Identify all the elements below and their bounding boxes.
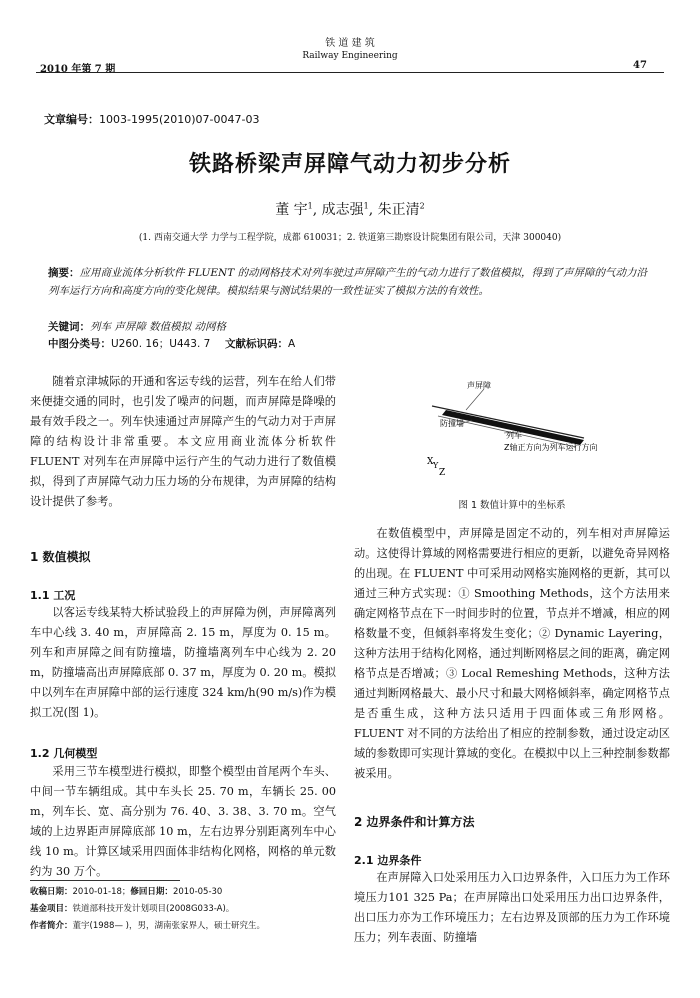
abstract [48,264,656,300]
doc-code-value: A [287,338,296,350]
revised-date: 2010-05-30 [172,887,223,897]
author-bio-label: 作者简介： [30,921,73,931]
class-value: U260. 16；U443. 7 [111,338,211,350]
section-2-1-text: 在声屏障入口处采用压力入口边界条件，入口压力为工作环境压力101 325 Pa；在声屏障出口处采用压力出口边界条件，出口压力亦为工作环境压力；左右边界及顶部的压力为工作环境压力；列车表面、防撞墙 [354,871,670,944]
journal-name-en: Railway Engineering [302,51,398,61]
author-bio-text: 董宇(1988— )，男，湖南张家界人，硕士研究生。 [72,921,265,931]
abstract-text: 应用商业流体分析软件 FLUENT 的动网格技术对列车驶过声屏障产生的气动力进行了数值模拟，得到了声屏障的气动力沿列车运行方向和高度方向的变化规律。模拟结果与测试结果的一致性证实了模拟方法的有效性。 [48,267,648,297]
section-2-1-body [354,868,670,948]
paper-title: 铁路桥梁声屏障气动力初步分析 [188,152,511,177]
header-rule [36,72,664,73]
label-direction: Z轴正方向为列车运行方向 [504,443,598,452]
journal-header [0,38,700,62]
issue-label: 2010 年第 7 期 [40,64,116,75]
class-label: 中图分类号： [48,338,111,350]
revised-label: 修回日期： [130,887,173,897]
keywords-label: 关键词： [48,321,90,333]
figure-1-diagram [354,374,670,490]
keywords [48,318,656,336]
footnote-rule [30,880,180,881]
journal-name-cn: 铁 道 建 筑 [325,38,375,49]
label-barrier: 声屏障 [467,381,491,390]
page-number: 47 [633,60,647,71]
intro-text: 随着京津城际的开通和客运专线的运营，列车在给人们带来便捷交通的同时，也引发了噪声的问题，而声屏障是降噪的最有效手段之一。列车快速通过声屏障产生的气动力对于声屏障的结构设计非常重要。本文应用商业流体分析软件 FLUENT 对列车在声屏障中运行产生的气动力进行了数值模拟，得到了声屏障气动力压力场的分布规律，为声屏障的结构设计提供了参考。 [30,375,336,508]
received-label: 收稿日期： [30,887,73,897]
section-2-heading: 2 边界条件和计算方法 [354,815,475,829]
label-train: 列车 [506,431,522,440]
intro-paragraph [30,372,336,512]
right-paragraph-1-text: 在数值模型中，声屏障是固定不动的，列车相对声屏障运动。这使得计算域的网格需要进行相应的更新，以避免奇异网格的出现。在 FLUENT 中可采用动网格实施网格的更新，其可以通过三种方式实现：① Smoothing Methods，这个方法用来确定网格节点在下一时间步时的位置，节点并不增减，相应的网格数量不变，但倾斜率将发生变化；② Dynamic Layering，这种方法用于结构化网格，通过判断网格层之间的距离，确定网格节点是否增减；③ Local Remeshing Methods，这种方法通过判断网格最大、最小尺寸和最大网格倾斜率，确定网格节点是否重生成，这种方法只适用于四面体或三角形网格。FLUENT 对不同的方法给出了相应的控制参数，通过设定动区域的参数即可实现计算域的变化。在模拟中以上三种控制参数都被采用。 [354,527,670,780]
author-affil-mark: 2 [419,201,425,211]
footnote-author [30,918,340,935]
axis-y-label: Y [433,461,439,470]
author-name: 朱正清 [377,202,420,218]
footnote-fund [30,901,340,918]
article-number-label: 文章编号： [44,113,99,126]
abstract-label: 摘要： [48,267,80,279]
author-affil-mark: 1 [307,201,313,211]
right-paragraph-1 [354,524,670,784]
fund-label: 基金项目： [30,904,73,914]
section-1-2-body [30,762,336,882]
author-list: 董 宇$^1$, 成志强$^1$, 朱正清$^2$ [275,201,425,218]
author-name: 董 宇 [275,202,308,218]
fund-text: 铁道部科技开发计划项目(2008G033-A)。 [72,904,235,914]
section-1-1-heading: 1.1 工况 [30,589,76,602]
article-number [44,111,259,127]
section-1-heading: 1 数值模拟 [30,550,91,564]
received-date: 2010-01-18； [72,887,131,897]
footnote-dates [30,884,340,901]
axis-z-label: Z [439,468,446,478]
section-1-2-text: 采用三节车模型进行模拟，即整个模型由首尾两个车头、中间一节车辆组成。其中车头长 25. 70 m，车辆长 25. 00 m，列车长、宽、高分别为 76. 40、3. 38、3. 70 m。空气域的上边界距声屏障底部 10 m，左右边界分别距离列车中心线 10 m。计算区域采用四面体非结构化网格，网格的单元数约为 30 万个。 [30,765,336,878]
label-crash-wall: 防撞墙 [440,419,464,428]
section-2-1-heading: 2.1 边界条件 [354,854,422,867]
barrier-leader [466,389,484,410]
affiliations: (1. 西南交通大学 力学与工程学院，成都 610031；2. 铁道第三勘察设计院集团有限公司，天津 300040) [138,233,562,243]
axis-x-label: X [427,457,434,467]
author-affil-mark: 1 [363,201,369,211]
author-name: 成志强 [321,202,364,218]
figure-1-caption: 图 1 数值计算中的坐标系 [458,500,566,511]
keywords-text: 列车 声屏障 数值模拟 动网格 [90,321,227,333]
classification-line [48,336,295,351]
doc-code-label: 文献标识码： [224,338,288,350]
section-1-1-body [30,603,336,723]
article-number-value: 1003-1995(2010)07-0047-03 [99,113,260,126]
section-1-1-text: 以客运专线某特大桥试验段上的声屏障为例，声屏障离列车中心线 3. 40 m，声屏障高 2. 15 m，厚度为 0. 15 m。列车和声屏障之间有防撞墙，防撞墙离列车中心线为 2. 20 m，防撞墙高出声屏障底部 0. 37 m，厚度为 0. 20 m。模拟中以列车在声屏障中部的运行速度 324 km/h(90 m/s)作为模拟工况(图 1)。 [30,606,336,719]
section-1-2-heading: 1.2 几何模型 [30,747,98,760]
